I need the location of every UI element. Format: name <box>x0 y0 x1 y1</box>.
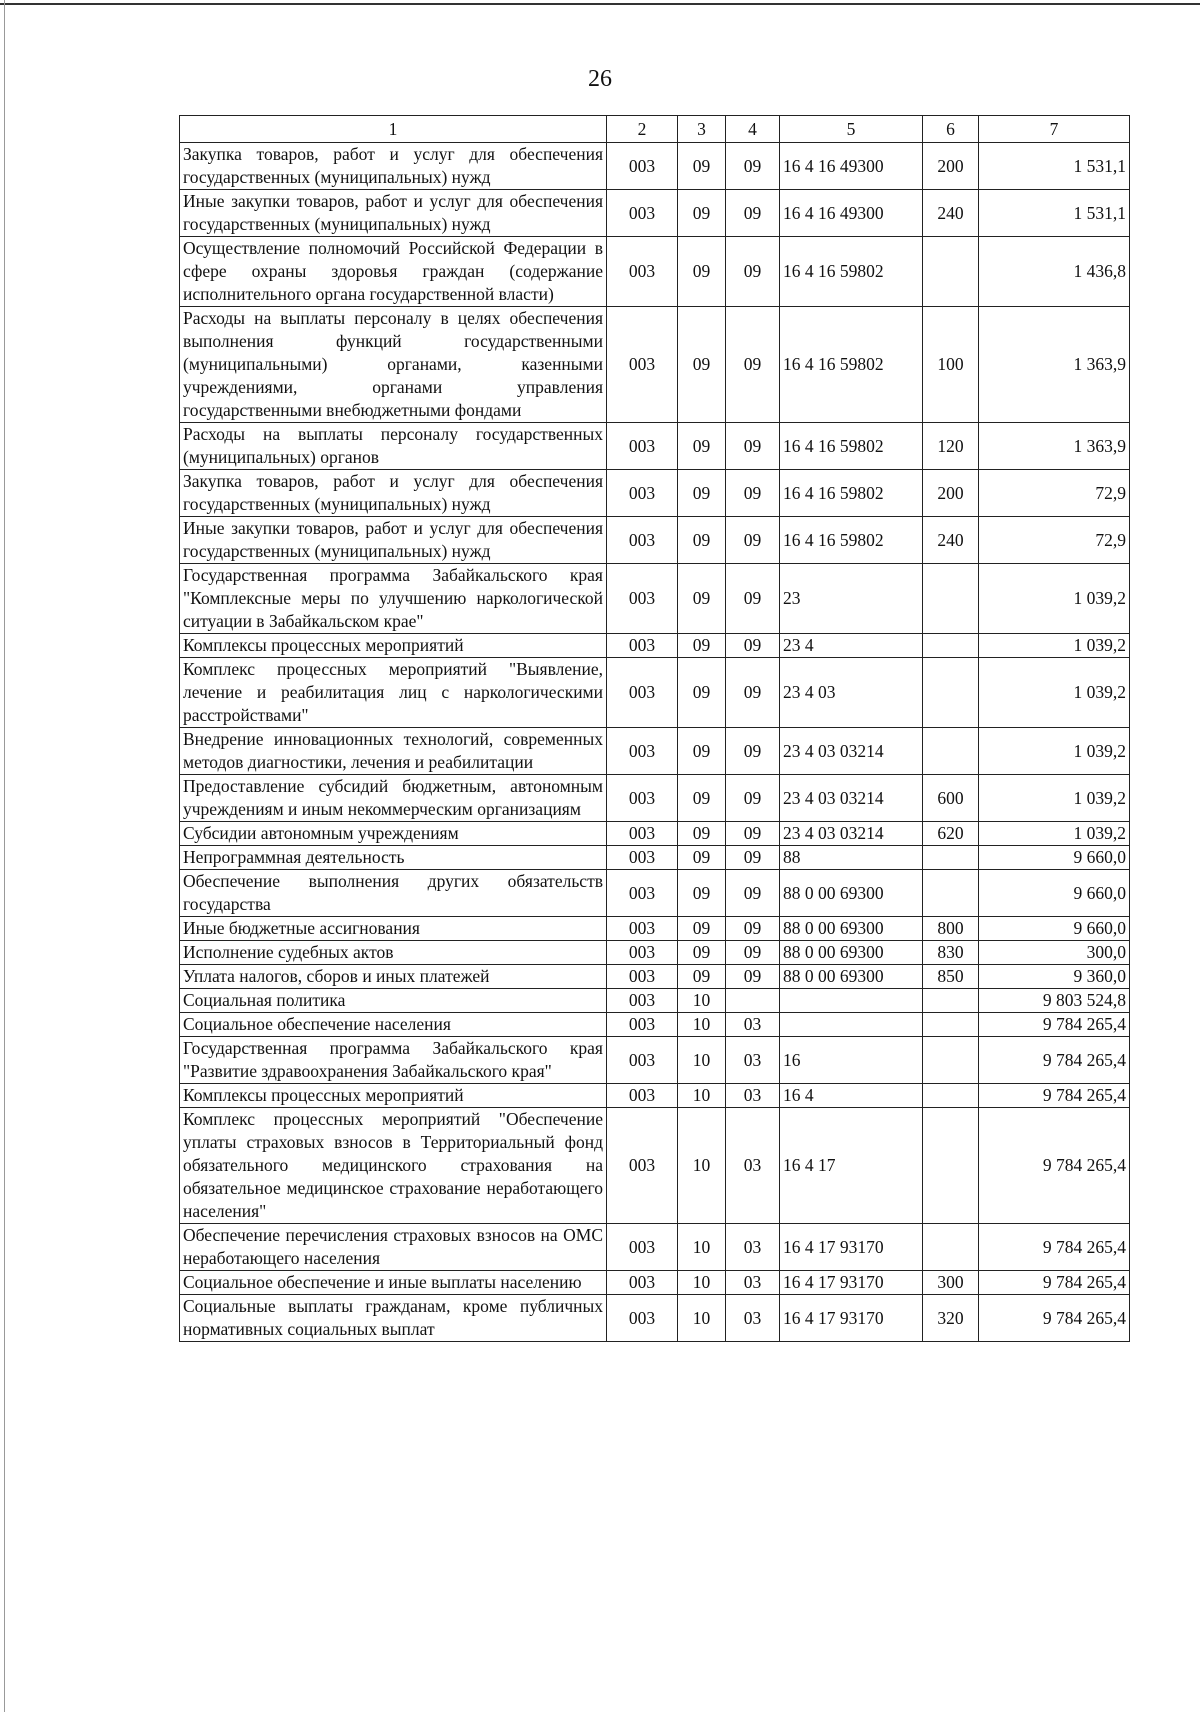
row-subsection: 09 <box>726 965 780 989</box>
row-name: Закупка товаров, работ и услуг для обеспечения государственных (муниципальных) нужд <box>180 470 607 517</box>
row-amount: 1 039,2 <box>979 728 1130 775</box>
row-section: 09 <box>678 728 726 775</box>
row-amount: 1 039,2 <box>979 658 1130 728</box>
row-section: 09 <box>678 237 726 307</box>
row-section: 09 <box>678 965 726 989</box>
row-expense-type: 120 <box>923 423 979 470</box>
row-subsection: 09 <box>726 917 780 941</box>
row-section: 10 <box>678 1013 726 1037</box>
table-row <box>180 634 1130 658</box>
row-expense-type <box>923 1037 979 1084</box>
row-target-article: 16 4 17 93170 <box>780 1295 923 1342</box>
row-target-article: 16 4 17 93170 <box>780 1224 923 1271</box>
row-section: 09 <box>678 517 726 564</box>
row-expense-type: 800 <box>923 917 979 941</box>
row-grbs: 003 <box>607 564 678 634</box>
table-row <box>180 564 1130 634</box>
header-col-2: 2 <box>607 116 678 143</box>
row-target-article: 16 4 16 59802 <box>780 517 923 564</box>
row-name: Государственная программа Забайкальского края "Комплексные меры по улучшению наркологической ситуации в Забайкальском крае" <box>180 564 607 634</box>
header-col-1: 1 <box>180 116 607 143</box>
row-grbs: 003 <box>607 143 678 190</box>
row-subsection: 03 <box>726 1271 780 1295</box>
row-subsection: 09 <box>726 237 780 307</box>
row-name: Государственная программа Забайкальского края "Развитие здравоохранения Забайкальского края" <box>180 1037 607 1084</box>
row-amount: 1 039,2 <box>979 564 1130 634</box>
row-amount: 9 660,0 <box>979 870 1130 917</box>
row-section: 09 <box>678 917 726 941</box>
row-subsection: 09 <box>726 658 780 728</box>
row-grbs: 003 <box>607 517 678 564</box>
row-grbs: 003 <box>607 423 678 470</box>
table-row <box>180 470 1130 517</box>
row-expense-type <box>923 728 979 775</box>
row-grbs: 003 <box>607 1084 678 1108</box>
row-section: 09 <box>678 634 726 658</box>
row-section: 10 <box>678 1295 726 1342</box>
row-grbs: 003 <box>607 1037 678 1084</box>
table-row <box>180 775 1130 822</box>
row-subsection: 09 <box>726 143 780 190</box>
row-name: Комплексы процессных мероприятий <box>180 634 607 658</box>
row-subsection: 09 <box>726 728 780 775</box>
table-row <box>180 658 1130 728</box>
row-amount: 9 803 524,8 <box>979 989 1130 1013</box>
row-name: Комплексы процессных мероприятий <box>180 1084 607 1108</box>
row-target-article: 23 4 03 <box>780 658 923 728</box>
row-amount: 9 784 265,4 <box>979 1084 1130 1108</box>
row-expense-type: 300 <box>923 1271 979 1295</box>
row-grbs: 003 <box>607 1271 678 1295</box>
row-expense-type: 850 <box>923 965 979 989</box>
row-amount: 72,9 <box>979 517 1130 564</box>
row-target-article: 16 4 16 49300 <box>780 143 923 190</box>
row-subsection: 09 <box>726 941 780 965</box>
table-row <box>180 989 1130 1013</box>
row-section: 10 <box>678 1037 726 1084</box>
row-grbs: 003 <box>607 658 678 728</box>
row-target-article: 16 4 <box>780 1084 923 1108</box>
row-name: Внедрение инновационных технологий, современных методов диагностики, лечения и реабилитации <box>180 728 607 775</box>
row-name: Комплекс процессных мероприятий "Обеспечение уплаты страховых взносов в Территориальный фонд обязательного медицинского страхования на обязательное медицинское страхование неработающего населения" <box>180 1108 607 1224</box>
row-target-article: 16 4 16 59802 <box>780 307 923 423</box>
row-expense-type: 320 <box>923 1295 979 1342</box>
row-grbs: 003 <box>607 1108 678 1224</box>
row-section: 09 <box>678 143 726 190</box>
top-border-line <box>0 3 1200 5</box>
row-amount: 1 363,9 <box>979 307 1130 423</box>
row-amount: 1 531,1 <box>979 143 1130 190</box>
row-grbs: 003 <box>607 307 678 423</box>
table-row <box>180 822 1130 846</box>
table-row <box>180 423 1130 470</box>
row-target-article: 23 <box>780 564 923 634</box>
row-subsection: 03 <box>726 1224 780 1271</box>
row-target-article: 16 4 17 <box>780 1108 923 1224</box>
row-expense-type <box>923 237 979 307</box>
row-expense-type: 200 <box>923 143 979 190</box>
row-amount: 1 436,8 <box>979 237 1130 307</box>
row-section: 09 <box>678 775 726 822</box>
row-target-article: 16 <box>780 1037 923 1084</box>
row-amount: 9 660,0 <box>979 846 1130 870</box>
table-row <box>180 237 1130 307</box>
row-subsection: 03 <box>726 1084 780 1108</box>
row-amount: 1 039,2 <box>979 775 1130 822</box>
row-subsection: 09 <box>726 470 780 517</box>
row-target-article <box>780 1013 923 1037</box>
row-expense-type <box>923 1013 979 1037</box>
row-subsection: 03 <box>726 1013 780 1037</box>
row-name: Иные бюджетные ассигнования <box>180 917 607 941</box>
row-name: Расходы на выплаты персоналу в целях обеспечения выполнения функций государственными (муниципальными) органами, казенными учреждениями, органами управления государственными внебюджетными фондами <box>180 307 607 423</box>
table-row <box>180 1013 1130 1037</box>
row-target-article: 16 4 16 59802 <box>780 423 923 470</box>
row-grbs: 003 <box>607 1224 678 1271</box>
row-name: Обеспечение выполнения других обязательств государства <box>180 870 607 917</box>
row-expense-type <box>923 989 979 1013</box>
row-subsection: 09 <box>726 423 780 470</box>
row-subsection: 03 <box>726 1108 780 1224</box>
row-subsection: 09 <box>726 870 780 917</box>
row-grbs: 003 <box>607 634 678 658</box>
row-expense-type: 200 <box>923 470 979 517</box>
row-target-article: 16 4 16 59802 <box>780 470 923 517</box>
row-name: Субсидии автономным учреждениям <box>180 822 607 846</box>
row-subsection: 03 <box>726 1295 780 1342</box>
row-expense-type: 620 <box>923 822 979 846</box>
row-name: Иные закупки товаров, работ и услуг для обеспечения государственных (муниципальных) нужд <box>180 190 607 237</box>
row-section: 09 <box>678 822 726 846</box>
table-row <box>180 1224 1130 1271</box>
row-grbs: 003 <box>607 941 678 965</box>
row-subsection: 09 <box>726 190 780 237</box>
row-target-article: 23 4 03 03214 <box>780 728 923 775</box>
row-name: Обеспечение перечисления страховых взносов на ОМС неработающего населения <box>180 1224 607 1271</box>
row-expense-type: 830 <box>923 941 979 965</box>
row-section: 09 <box>678 190 726 237</box>
row-target-article: 88 0 00 69300 <box>780 965 923 989</box>
row-amount: 9 360,0 <box>979 965 1130 989</box>
row-amount: 9 784 265,4 <box>979 1108 1130 1224</box>
row-expense-type: 100 <box>923 307 979 423</box>
row-name: Уплата налогов, сборов и иных платежей <box>180 965 607 989</box>
row-expense-type <box>923 870 979 917</box>
row-amount: 1 039,2 <box>979 634 1130 658</box>
left-scan-edge <box>4 0 5 1712</box>
row-amount: 72,9 <box>979 470 1130 517</box>
row-amount: 1 039,2 <box>979 822 1130 846</box>
row-expense-type <box>923 564 979 634</box>
row-target-article: 88 0 00 69300 <box>780 941 923 965</box>
table-row <box>180 143 1130 190</box>
row-name: Социальное обеспечение населения <box>180 1013 607 1037</box>
row-target-article: 16 4 17 93170 <box>780 1271 923 1295</box>
row-name: Социальное обеспечение и иные выплаты населению <box>180 1271 607 1295</box>
row-amount: 9 660,0 <box>979 917 1130 941</box>
row-expense-type <box>923 1224 979 1271</box>
row-name: Закупка товаров, работ и услуг для обеспечения государственных (муниципальных) нужд <box>180 143 607 190</box>
row-target-article: 88 0 00 69300 <box>780 870 923 917</box>
row-section: 09 <box>678 307 726 423</box>
row-subsection: 09 <box>726 307 780 423</box>
row-subsection: 09 <box>726 846 780 870</box>
row-subsection: 09 <box>726 517 780 564</box>
table-row <box>180 917 1130 941</box>
row-amount: 9 784 265,4 <box>979 1224 1130 1271</box>
row-name: Социальная политика <box>180 989 607 1013</box>
row-expense-type <box>923 1084 979 1108</box>
row-amount: 1 363,9 <box>979 423 1130 470</box>
row-section: 10 <box>678 1224 726 1271</box>
row-amount: 9 784 265,4 <box>979 1037 1130 1084</box>
row-name: Непрограммная деятельность <box>180 846 607 870</box>
row-section: 09 <box>678 870 726 917</box>
row-expense-type: 240 <box>923 517 979 564</box>
row-grbs: 003 <box>607 1295 678 1342</box>
row-grbs: 003 <box>607 917 678 941</box>
row-section: 09 <box>678 846 726 870</box>
header-col-3: 3 <box>678 116 726 143</box>
table-row <box>180 1108 1130 1224</box>
row-subsection: 09 <box>726 775 780 822</box>
row-target-article: 23 4 03 03214 <box>780 822 923 846</box>
row-section: 09 <box>678 470 726 517</box>
budget-table <box>179 115 1130 1342</box>
row-amount: 9 784 265,4 <box>979 1295 1130 1342</box>
row-grbs: 003 <box>607 190 678 237</box>
row-subsection: 09 <box>726 822 780 846</box>
row-section: 10 <box>678 1108 726 1224</box>
row-grbs: 003 <box>607 728 678 775</box>
table-row <box>180 517 1130 564</box>
row-name: Исполнение судебных актов <box>180 941 607 965</box>
row-section: 10 <box>678 1084 726 1108</box>
row-grbs: 003 <box>607 1013 678 1037</box>
page-number: 26 <box>588 66 612 92</box>
row-grbs: 003 <box>607 846 678 870</box>
row-expense-type <box>923 634 979 658</box>
row-section: 09 <box>678 564 726 634</box>
row-grbs: 003 <box>607 965 678 989</box>
header-col-5: 5 <box>780 116 923 143</box>
table-row <box>180 1037 1130 1084</box>
row-target-article: 88 0 00 69300 <box>780 917 923 941</box>
table-row <box>180 190 1130 237</box>
row-amount: 1 531,1 <box>979 190 1130 237</box>
row-section: 10 <box>678 1271 726 1295</box>
header-col-7: 7 <box>979 116 1130 143</box>
row-target-article <box>780 989 923 1013</box>
row-name: Комплекс процессных мероприятий "Выявление, лечение и реабилитация лиц с наркологическими расстройствами" <box>180 658 607 728</box>
row-expense-type: 240 <box>923 190 979 237</box>
row-expense-type <box>923 846 979 870</box>
row-name: Осуществление полномочий Российской Федерации в сфере охраны здоровья граждан (содержание исполнительного органа государственной власти) <box>180 237 607 307</box>
row-target-article: 23 4 03 03214 <box>780 775 923 822</box>
header-col-6: 6 <box>923 116 979 143</box>
table-row <box>180 1295 1130 1342</box>
row-name: Иные закупки товаров, работ и услуг для обеспечения государственных (муниципальных) нужд <box>180 517 607 564</box>
row-grbs: 003 <box>607 775 678 822</box>
row-expense-type <box>923 658 979 728</box>
row-target-article: 16 4 16 49300 <box>780 190 923 237</box>
row-name: Социальные выплаты гражданам, кроме публичных нормативных социальных выплат <box>180 1295 607 1342</box>
row-grbs: 003 <box>607 822 678 846</box>
row-name: Расходы на выплаты персоналу государственных (муниципальных) органов <box>180 423 607 470</box>
table-row <box>180 1271 1130 1295</box>
row-grbs: 003 <box>607 470 678 517</box>
row-expense-type <box>923 1108 979 1224</box>
row-target-article: 16 4 16 59802 <box>780 237 923 307</box>
row-section: 09 <box>678 658 726 728</box>
table-row <box>180 1084 1130 1108</box>
row-grbs: 003 <box>607 870 678 917</box>
row-subsection: 03 <box>726 1037 780 1084</box>
table-row <box>180 965 1130 989</box>
row-subsection: 09 <box>726 634 780 658</box>
row-target-article: 23 4 <box>780 634 923 658</box>
header-col-4: 4 <box>726 116 780 143</box>
row-section: 10 <box>678 989 726 1013</box>
table-row <box>180 846 1130 870</box>
row-expense-type: 600 <box>923 775 979 822</box>
row-grbs: 003 <box>607 237 678 307</box>
row-grbs: 003 <box>607 989 678 1013</box>
row-target-article: 88 <box>780 846 923 870</box>
table-header-row <box>180 116 1130 143</box>
row-section: 09 <box>678 941 726 965</box>
row-amount: 300,0 <box>979 941 1130 965</box>
row-amount: 9 784 265,4 <box>979 1271 1130 1295</box>
row-section: 09 <box>678 423 726 470</box>
table-row <box>180 941 1130 965</box>
row-amount: 9 784 265,4 <box>979 1013 1130 1037</box>
table-row <box>180 728 1130 775</box>
table-row <box>180 307 1130 423</box>
row-subsection <box>726 989 780 1013</box>
table-row <box>180 870 1130 917</box>
row-name: Предоставление субсидий бюджетным, автономным учреждениям и иным некоммерческим организациям <box>180 775 607 822</box>
row-subsection: 09 <box>726 564 780 634</box>
